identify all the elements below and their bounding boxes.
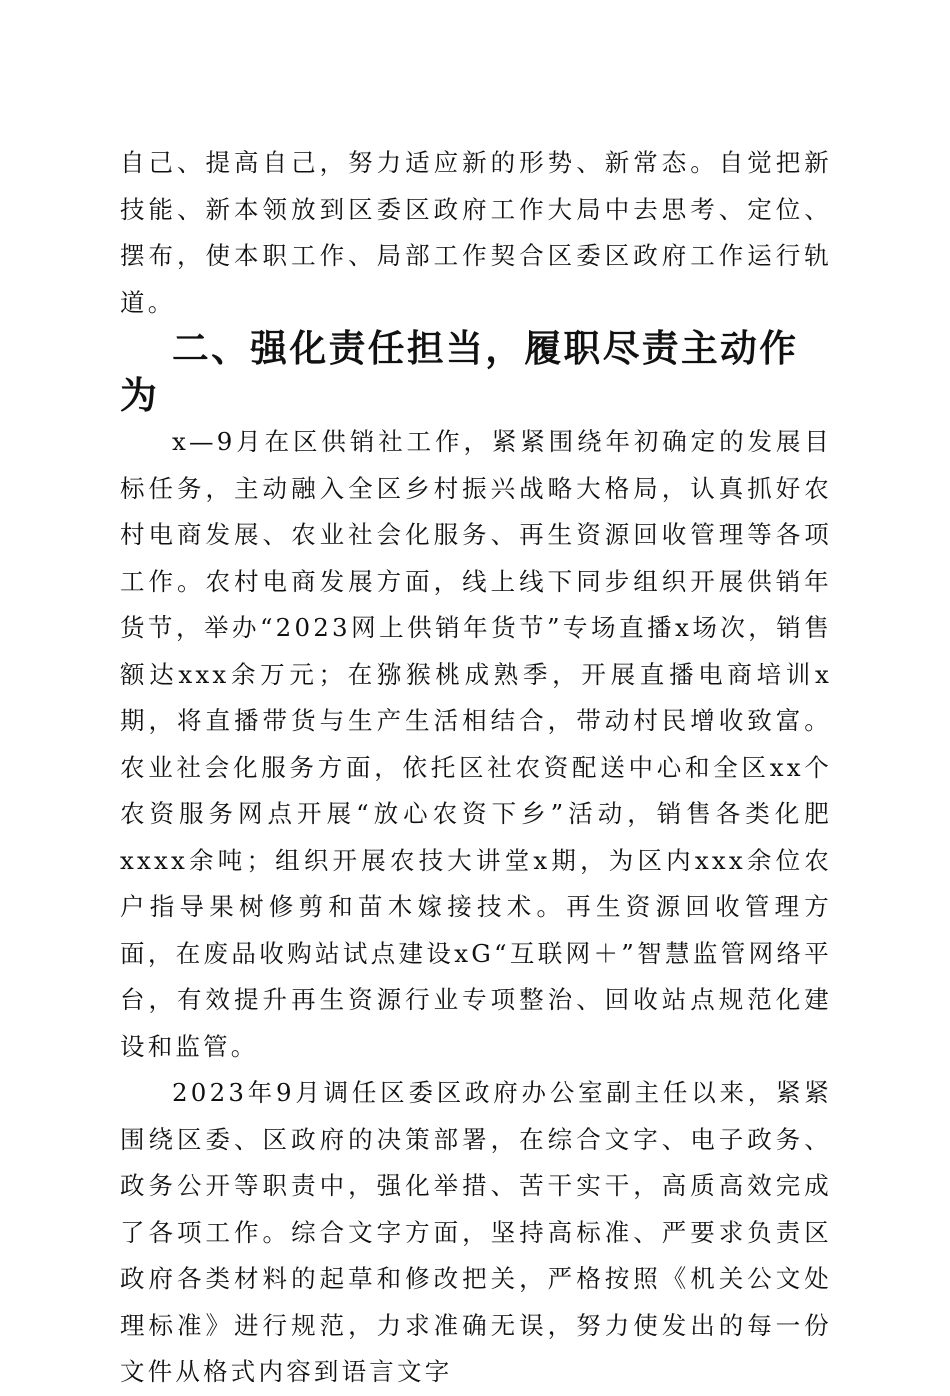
section-heading: 二、强化责任担当，履职尽责主动作为 [120,327,799,417]
body-paragraph-supply-cooperative: x—9月在区供销社工作，紧紧围绕年初确定的发展目标任务，主动融入全区乡村振兴战略大格局，认真抓好农村电商发展、农业社会化服务、再生资源回收管理等各项工作。农村电商发展方面，线上线下同步组织开展供销年货节，举办“2023网上供销年货节”专场直播x场次，销售额达xxx余万元；在猕猴桃成熟季，开展直播电商培训x期，将直播带货与生产生活相结合，带动村民增收致富。农业社会化服务方面，依托区社农资配送中心和全区xx个农资服务网点开展“放心农资下乡”活动，销售各类化肥xxxx余吨；组织开展农技大讲堂x期，为区内xxx余位农户指导果树修剪和苗木嫁接技术。再生资源回收管理方面，在废品收购站试点建设xG“互联网＋”智慧监管网络平台，有效提升再生资源行业专项整治、回收站点规范化建设和监管。 [120,427,832,1061]
document-page [120,140,832,1396]
body-paragraph-continued: 自己、提高自己，努力适应新的形势、新常态。自觉把新技能、新本领放到区委区政府工作大局中去思考、定位、摆布，使本职工作、局部工作契合区委区政府工作运行轨道。 [120,148,832,317]
body-paragraph-government-office: 2023年9月调任区委区政府办公室副主任以来，紧紧围绕区委、区政府的决策部署，在综合文字、电子政务、政务公开等职责中，强化举措、苦干实干，高质高效完成了各项工作。综合文字方面，坚持高标准、严要求负责区政府各类材料的起草和修改把关，严格按照《机关公文处理标准》进行规范，力求准确无误，努力使发出的每一份文件从格式内容到语言文字 [120,1078,832,1386]
